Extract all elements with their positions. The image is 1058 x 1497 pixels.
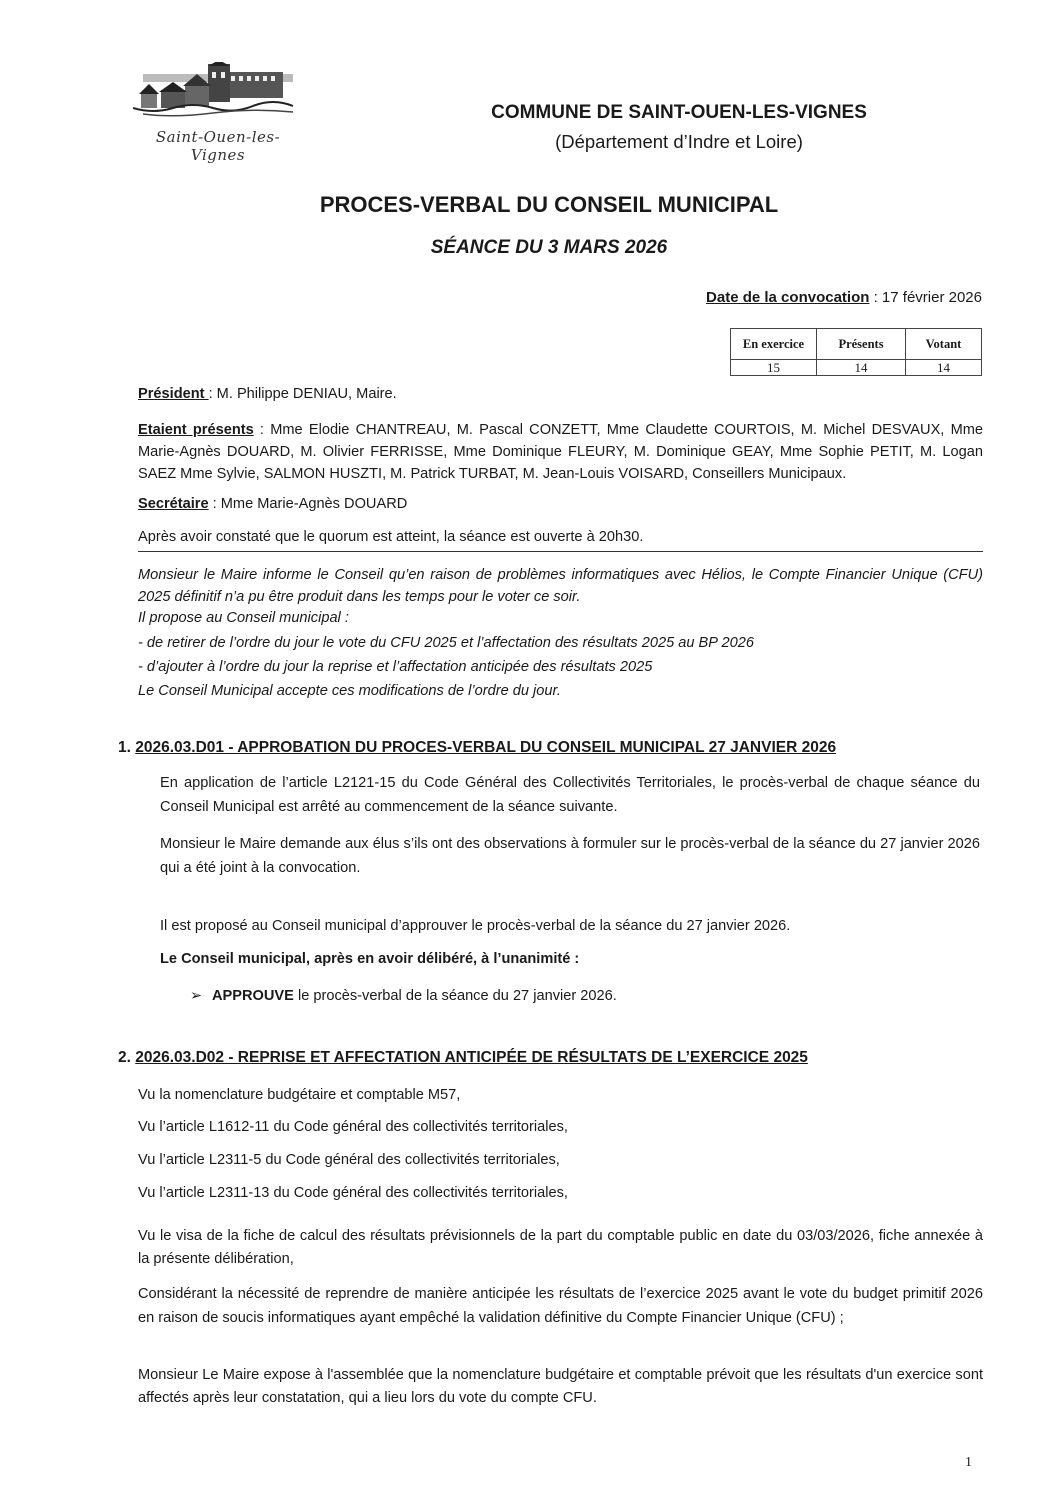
section-1-proposal: Il est proposé au Conseil municipal d’approuver le procès-verbal de la séance du 27 janvier 2026. <box>160 918 791 934</box>
considerant-paragraph: Considérant la nécessité de reprendre de manière anticipée les résultats de l’exercice 2025 avant le vote du budget primitif 2026 en raison de soucis informatiques ayant empêché la validation définitive du Compte Financier Unique (CFU) ; <box>138 1286 983 1326</box>
section-1-paragraph: En application de l’article L2121-15 du Code Général des Collectivités Territoriales, le procès-verbal de chaque séance du Conseil Municipal est arrêté au commencement de la séance suivante. <box>160 775 980 815</box>
section-1-title: 2026.03.D01 - APPROBATION DU PROCES-VERBAL DU CONSEIL MUNICIPAL 27 JANVIER 2026 <box>135 739 837 756</box>
divider <box>138 551 983 552</box>
convocation-value: 17 février 2026 <box>881 289 982 306</box>
departement: (Département d’Indre et Loire) <box>555 131 803 152</box>
logo-caption: Saint-Ouen-les-Vignes <box>155 128 281 164</box>
presents-value: : Mme Elodie CHANTREAU, M. Pascal CONZETT, Mme Claudette COURTOIS, M. Michel DESVAUX, Mme Marie-Agnès DOUARD, M. Olivier FERRISSE, Mme Dominique FLEURY, M. Dominique GEAY, Mme Sophie PETIT, M. Logan SAEZ Mme Sylvie, SALMON HUSZTI, M. Patrick TURBAT, M. Jean-Louis VOISARD, Conseillers Municipaux. <box>138 422 984 482</box>
commune-name: COMMUNE DE SAINT-OUEN-LES-VIGNES <box>491 102 867 123</box>
section-2-heading <box>118 1049 808 1067</box>
header-presents: Présents <box>817 329 906 360</box>
preamble-line: Il propose au Conseil municipal : <box>138 610 349 626</box>
secretaire-value: : Mme Marie-Agnès DOUARD <box>208 496 408 512</box>
president-value: : M. Philippe DENIAU, Maire. <box>208 386 397 402</box>
attendance-stats-table <box>730 328 982 376</box>
arrow-bullet-icon: ➢ <box>190 988 203 1004</box>
preamble-line: - de retirer de l’ordre du jour le vote du CFU 2025 et l’affectation des résultats 2025 au BP 2026 <box>138 635 754 651</box>
resolution-text: le procès-verbal de la séance du 27 janvier 2026. <box>293 988 617 1004</box>
president-line <box>138 384 983 405</box>
section-1-resolution <box>190 986 970 1007</box>
visa-paragraph: Vu le visa de la fiche de calcul des résultats prévisionnels de la part du comptable public en date du 03/03/2026, fiche annexée à la présente délibération, <box>138 1228 983 1267</box>
presents-label: Etaient présents <box>138 422 254 438</box>
secretaire-line <box>138 494 983 515</box>
president-label: Président <box>138 386 209 402</box>
header-votant: Votant <box>906 329 982 360</box>
section-1-heading <box>118 739 836 757</box>
resolution-verb: APPROUVE <box>212 988 294 1004</box>
value-en-exercice: 15 <box>731 360 817 376</box>
table-row <box>731 360 982 376</box>
convocation-separator: : <box>869 289 882 306</box>
value-votant: 14 <box>906 360 982 376</box>
section-1-paragraph: Monsieur le Maire demande aux élus s’ils ont des observations à formuler sur le procès-verbal de la séance du 27 janvier 2026 qui a été joint à la convocation. <box>160 836 980 876</box>
convocation-label: Date de la convocation <box>706 289 870 306</box>
vu-item: Vu l’article L2311-5 du Code général des collectivités territoriales, <box>138 1152 560 1168</box>
value-presents: 14 <box>817 360 906 376</box>
secretaire-label: Secrétaire <box>138 496 209 512</box>
preamble-line: Monsieur le Maire informe le Conseil qu’en raison de problèmes informatiques avec Hélios, le Compte Financier Unique (CFU) 2025 définitif n’a pu être produit dans les temps pour le voter ce soir. <box>138 567 983 605</box>
section-1-decision: Le Conseil municipal, après en avoir délibéré, à l’unanimité : <box>160 951 580 967</box>
presents-paragraph <box>138 419 983 485</box>
header-en-exercice: En exercice <box>731 329 817 360</box>
vu-item: Vu l’article L2311-13 du Code général des collectivités territoriales, <box>138 1185 568 1201</box>
seance-date: SÉANCE DU 3 MARS 2026 <box>430 237 668 258</box>
quorum-line: Après avoir constaté que le quorum est atteint, la séance est ouverte à 20h30. <box>138 529 644 545</box>
section-2-number: 2. <box>118 1049 131 1066</box>
page-number: 1 <box>965 1455 972 1470</box>
page-title: PROCES-VERBAL DU CONSEIL MUNICIPAL <box>319 192 779 217</box>
preamble-line: Le Conseil Municipal accepte ces modifications de l’ordre du jour. <box>138 683 561 699</box>
table-header-row <box>731 329 982 360</box>
vu-item: Vu la nomenclature budgétaire et comptable M57, <box>138 1087 461 1103</box>
vu-item: Vu l’article L1612-11 du Code général des collectivités territoriales, <box>138 1119 568 1135</box>
preamble-line: - d’ajouter à l’ordre du jour la reprise et l’affectation anticipée des résultats 2025 <box>138 659 653 675</box>
section-2-title: 2026.03.D02 - REPRISE ET AFFECTATION ANTICIPÉE DE RÉSULTATS DE L’EXERCICE 2025 <box>135 1049 808 1066</box>
convocation-date <box>706 289 982 306</box>
section-1-number: 1. <box>118 739 131 756</box>
expose-paragraph: Monsieur Le Maire expose à l'assemblée que la nomenclature budgétaire et comptable prévoit que les résultats d'un exercice sont affectés après leur constatation, qui a lieu lors du vote du compte CFU. <box>138 1367 983 1406</box>
